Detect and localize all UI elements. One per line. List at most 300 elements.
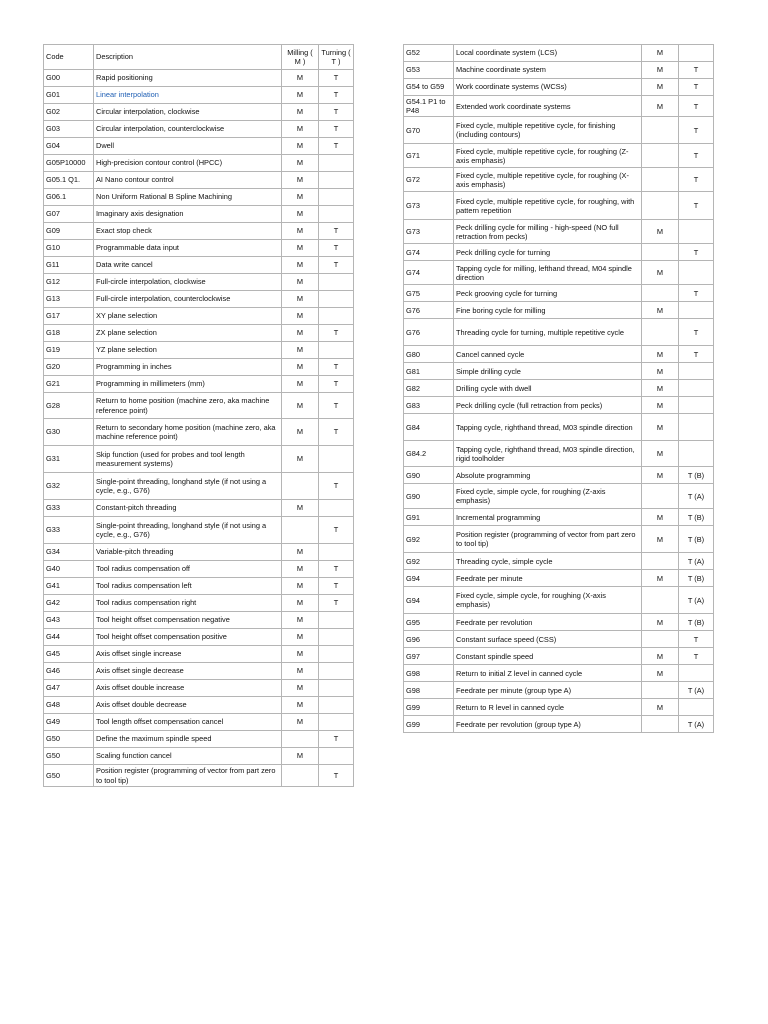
turning-cell: T bbox=[319, 561, 354, 578]
turning-cell: T bbox=[679, 144, 714, 168]
table-row bbox=[404, 631, 714, 648]
turning-cell: T (B) bbox=[679, 526, 714, 553]
table-row bbox=[404, 79, 714, 96]
gcode-cell: G76 bbox=[404, 302, 454, 319]
milling-cell bbox=[642, 144, 679, 168]
table-row bbox=[404, 648, 714, 665]
description-cell: Threading cycle for turning, multiple repetitive cycle bbox=[454, 319, 642, 346]
milling-cell: M bbox=[642, 397, 679, 414]
gcode-cell: G76 bbox=[404, 319, 454, 346]
description-cell: Fixed cycle, multiple repetitive cycle, for roughing (Z-axis emphasis) bbox=[454, 144, 642, 168]
description-cell: AI Nano contour control bbox=[94, 172, 282, 189]
description-cell: Incremental programming bbox=[454, 509, 642, 526]
milling-cell: M bbox=[282, 70, 319, 87]
turning-cell: T bbox=[319, 731, 354, 748]
turning-cell bbox=[319, 308, 354, 325]
milling-cell bbox=[642, 631, 679, 648]
milling-cell: M bbox=[282, 138, 319, 155]
turning-cell bbox=[319, 697, 354, 714]
gcode-cell: G43 bbox=[44, 612, 94, 629]
description-cell: High-precision contour control (HPCC) bbox=[94, 155, 282, 172]
milling-cell: M bbox=[282, 325, 319, 342]
description-cell: Tool radius compensation right bbox=[94, 595, 282, 612]
table-row bbox=[404, 665, 714, 682]
gcode-cell: G74 bbox=[404, 244, 454, 261]
description-cell: Axis offset single decrease bbox=[94, 663, 282, 680]
turning-cell: T bbox=[679, 168, 714, 192]
table-row bbox=[44, 87, 354, 104]
milling-cell: M bbox=[642, 441, 679, 467]
milling-cell: M bbox=[282, 87, 319, 104]
milling-cell: M bbox=[642, 526, 679, 553]
milling-cell: M bbox=[282, 121, 319, 138]
milling-cell: M bbox=[642, 363, 679, 380]
table-row bbox=[404, 570, 714, 587]
turning-cell bbox=[319, 714, 354, 731]
milling-cell: M bbox=[282, 500, 319, 517]
milling-cell bbox=[642, 117, 679, 144]
description-cell: YZ plane selection bbox=[94, 342, 282, 359]
table-row bbox=[404, 45, 714, 62]
table-row bbox=[44, 376, 354, 393]
turning-cell: T bbox=[319, 517, 354, 544]
table-row bbox=[404, 244, 714, 261]
turning-cell bbox=[319, 663, 354, 680]
table-row bbox=[44, 748, 354, 765]
table-row bbox=[44, 517, 354, 544]
description-cell: Peck drilling cycle for milling - high-speed (NO full retraction from pecks) bbox=[454, 220, 642, 244]
gcode-cell: G03 bbox=[44, 121, 94, 138]
description-cell: Tapping cycle, righthand thread, M03 spindle direction, rigid toolholder bbox=[454, 441, 642, 467]
milling-cell: M bbox=[642, 380, 679, 397]
gcode-cell: G49 bbox=[44, 714, 94, 731]
description-cell: ZX plane selection bbox=[94, 325, 282, 342]
turning-cell bbox=[679, 441, 714, 467]
gcode-cell: G48 bbox=[44, 697, 94, 714]
milling-cell: M bbox=[642, 220, 679, 244]
gcode-cell: G33 bbox=[44, 517, 94, 544]
description-cell: Return to home position (machine zero, aka machine reference point) bbox=[94, 393, 282, 419]
gcode-cell: G80 bbox=[404, 346, 454, 363]
milling-cell bbox=[642, 553, 679, 570]
description-cell: Simple drilling cycle bbox=[454, 363, 642, 380]
gcode-cell: G92 bbox=[404, 526, 454, 553]
gcode-cell: G17 bbox=[44, 308, 94, 325]
gcode-cell: G50 bbox=[44, 748, 94, 765]
description-cell: Data write cancel bbox=[94, 257, 282, 274]
gcode-cell: G70 bbox=[404, 117, 454, 144]
milling-cell: M bbox=[282, 612, 319, 629]
turning-cell: T bbox=[319, 376, 354, 393]
table-row bbox=[44, 189, 354, 206]
turning-cell bbox=[319, 172, 354, 189]
gcode-cell: G11 bbox=[44, 257, 94, 274]
gcode-cell: G30 bbox=[44, 419, 94, 446]
description-cell: Constant surface speed (CSS) bbox=[454, 631, 642, 648]
turning-cell: T (B) bbox=[679, 467, 714, 484]
header-code: Code bbox=[44, 45, 94, 70]
description-cell: Constant-pitch threading bbox=[94, 500, 282, 517]
description-cell: Position register (programming of vector from part zero to tool tip) bbox=[454, 526, 642, 553]
milling-cell: M bbox=[642, 62, 679, 79]
turning-cell: T bbox=[679, 117, 714, 144]
gcode-cell: G84 bbox=[404, 414, 454, 441]
gcode-cell: G91 bbox=[404, 509, 454, 526]
header-milling: Milling ( M ) bbox=[282, 45, 319, 70]
milling-cell: M bbox=[642, 648, 679, 665]
description-cell: Fixed cycle, simple cycle, for roughing (X-axis emphasis) bbox=[454, 587, 642, 614]
turning-cell bbox=[679, 397, 714, 414]
table-row bbox=[44, 393, 354, 419]
description-cell: Return to R level in canned cycle bbox=[454, 699, 642, 716]
description-cell: Feedrate per minute (group type A) bbox=[454, 682, 642, 699]
description-cell: Fixed cycle, multiple repetitive cycle, for roughing, with pattern repetition bbox=[454, 192, 642, 220]
turning-cell bbox=[319, 680, 354, 697]
description-cell: Position register (programming of vector from part zero to tool tip) bbox=[94, 765, 282, 787]
table-row bbox=[404, 467, 714, 484]
milling-cell bbox=[642, 587, 679, 614]
table-row bbox=[44, 595, 354, 612]
milling-cell: M bbox=[282, 680, 319, 697]
turning-cell bbox=[679, 220, 714, 244]
gcode-cell: G07 bbox=[44, 206, 94, 223]
turning-cell: T bbox=[319, 359, 354, 376]
milling-cell: M bbox=[642, 45, 679, 62]
gcode-cell: G99 bbox=[404, 699, 454, 716]
table-row bbox=[44, 544, 354, 561]
milling-cell: M bbox=[282, 419, 319, 446]
description-cell: Tool radius compensation left bbox=[94, 578, 282, 595]
description-cell: Cancel canned cycle bbox=[454, 346, 642, 363]
milling-cell: M bbox=[642, 302, 679, 319]
turning-cell: T bbox=[679, 79, 714, 96]
turning-cell: T bbox=[679, 192, 714, 220]
gcode-cell: G20 bbox=[44, 359, 94, 376]
turning-cell bbox=[319, 446, 354, 473]
milling-cell bbox=[642, 319, 679, 346]
milling-cell: M bbox=[282, 308, 319, 325]
description-cell: Return to secondary home position (machine zero, aka machine reference point) bbox=[94, 419, 282, 446]
milling-cell: M bbox=[282, 257, 319, 274]
gcode-cell: G73 bbox=[404, 192, 454, 220]
turning-cell: T bbox=[679, 631, 714, 648]
description-cell: Exact stop check bbox=[94, 223, 282, 240]
table-row bbox=[404, 380, 714, 397]
gcode-cell: G28 bbox=[44, 393, 94, 419]
turning-cell bbox=[679, 699, 714, 716]
gcode-cell: G45 bbox=[44, 646, 94, 663]
description-cell: Threading cycle, simple cycle bbox=[454, 553, 642, 570]
gcode-cell: G42 bbox=[44, 595, 94, 612]
turning-cell: T bbox=[679, 96, 714, 117]
description-cell: Return to initial Z level in canned cycle bbox=[454, 665, 642, 682]
gcode-cell: G10 bbox=[44, 240, 94, 257]
milling-cell: M bbox=[282, 714, 319, 731]
table-row bbox=[44, 731, 354, 748]
description-cell: XY plane selection bbox=[94, 308, 282, 325]
table-row bbox=[404, 526, 714, 553]
gcode-cell: G54 to G59 bbox=[404, 79, 454, 96]
turning-cell: T bbox=[679, 319, 714, 346]
description-cell: Programmable data input bbox=[94, 240, 282, 257]
table-row bbox=[44, 104, 354, 121]
table-row bbox=[44, 257, 354, 274]
table-row bbox=[404, 363, 714, 380]
description-cell: Single-point threading, longhand style (if not using a cycle, e.g., G76) bbox=[94, 517, 282, 544]
table-row bbox=[44, 697, 354, 714]
header-turning: Turning ( T ) bbox=[319, 45, 354, 70]
description-cell: Feedrate per minute bbox=[454, 570, 642, 587]
milling-cell: M bbox=[282, 359, 319, 376]
turning-cell bbox=[319, 189, 354, 206]
turning-cell: T bbox=[679, 244, 714, 261]
milling-cell: M bbox=[282, 206, 319, 223]
gcode-cell: G02 bbox=[44, 104, 94, 121]
turning-cell bbox=[679, 302, 714, 319]
table-row bbox=[404, 192, 714, 220]
milling-cell bbox=[642, 192, 679, 220]
table-row bbox=[44, 172, 354, 189]
table-row bbox=[404, 553, 714, 570]
gcode-cell: G99 bbox=[404, 716, 454, 733]
milling-cell: M bbox=[282, 274, 319, 291]
milling-cell: M bbox=[282, 595, 319, 612]
table-row bbox=[404, 285, 714, 302]
gcode-cell: G19 bbox=[44, 342, 94, 359]
table-row bbox=[44, 206, 354, 223]
description-cell: Non Uniform Rational B Spline Machining bbox=[94, 189, 282, 206]
gcode-cell: G97 bbox=[404, 648, 454, 665]
description-cell: Extended work coordinate systems bbox=[454, 96, 642, 117]
gcode-cell: G98 bbox=[404, 665, 454, 682]
turning-cell: T (A) bbox=[679, 716, 714, 733]
description-cell: Circular interpolation, counterclockwise bbox=[94, 121, 282, 138]
description-cell: Axis offset double decrease bbox=[94, 697, 282, 714]
table-row bbox=[44, 138, 354, 155]
turning-cell: T bbox=[319, 578, 354, 595]
turning-cell: T (A) bbox=[679, 682, 714, 699]
milling-cell: M bbox=[282, 291, 319, 308]
table-row bbox=[404, 319, 714, 346]
milling-cell: M bbox=[282, 393, 319, 419]
table-row bbox=[44, 680, 354, 697]
milling-cell: M bbox=[282, 240, 319, 257]
description-cell: Work coordinate systems (WCSs) bbox=[454, 79, 642, 96]
turning-cell bbox=[319, 342, 354, 359]
turning-cell: T bbox=[319, 419, 354, 446]
table-row bbox=[44, 121, 354, 138]
milling-cell bbox=[642, 168, 679, 192]
table-row bbox=[44, 240, 354, 257]
turning-cell bbox=[319, 206, 354, 223]
table-row bbox=[404, 441, 714, 467]
gcode-cell: G46 bbox=[44, 663, 94, 680]
turning-cell: T (B) bbox=[679, 614, 714, 631]
description-cell: Fixed cycle, multiple repetitive cycle, for roughing (X-axis emphasis) bbox=[454, 168, 642, 192]
table-row bbox=[404, 509, 714, 526]
milling-cell: M bbox=[642, 665, 679, 682]
milling-cell: M bbox=[282, 748, 319, 765]
gcode-cell: G72 bbox=[404, 168, 454, 192]
turning-cell: T bbox=[319, 257, 354, 274]
gcode-cell: G90 bbox=[404, 484, 454, 509]
turning-cell: T bbox=[319, 595, 354, 612]
gcode-table-left bbox=[43, 44, 354, 787]
description-cell: Tool height offset compensation positive bbox=[94, 629, 282, 646]
table-row bbox=[404, 117, 714, 144]
description-cell: Local coordinate system (LCS) bbox=[454, 45, 642, 62]
table-row bbox=[404, 716, 714, 733]
milling-cell: M bbox=[642, 509, 679, 526]
table-row bbox=[404, 614, 714, 631]
turning-cell bbox=[679, 45, 714, 62]
description-cell: Full-circle interpolation, clockwise bbox=[94, 274, 282, 291]
table-row bbox=[404, 168, 714, 192]
gcode-cell: G05P10000 bbox=[44, 155, 94, 172]
gcode-cell: G01 bbox=[44, 87, 94, 104]
description-cell: Fixed cycle, multiple repetitive cycle, for finishing (including contours) bbox=[454, 117, 642, 144]
description-cell: Define the maximum spindle speed bbox=[94, 731, 282, 748]
turning-cell bbox=[319, 629, 354, 646]
gcode-cell: G75 bbox=[404, 285, 454, 302]
gcode-cell: G94 bbox=[404, 587, 454, 614]
gcode-table-right-body bbox=[404, 45, 714, 733]
milling-cell: M bbox=[282, 155, 319, 172]
milling-cell: M bbox=[282, 189, 319, 206]
turning-cell bbox=[319, 291, 354, 308]
gcode-cell: G84.2 bbox=[404, 441, 454, 467]
turning-cell: T bbox=[319, 325, 354, 342]
gcode-cell: G09 bbox=[44, 223, 94, 240]
milling-cell: M bbox=[282, 544, 319, 561]
milling-cell bbox=[282, 473, 319, 500]
table-row bbox=[44, 419, 354, 446]
description-cell: Programming in millimeters (mm) bbox=[94, 376, 282, 393]
description-cell: Rapid positioning bbox=[94, 70, 282, 87]
milling-cell: M bbox=[642, 346, 679, 363]
description-cell: Imaginary axis designation bbox=[94, 206, 282, 223]
gcode-cell: G44 bbox=[44, 629, 94, 646]
table-row bbox=[404, 699, 714, 716]
turning-cell bbox=[679, 414, 714, 441]
table-row bbox=[404, 397, 714, 414]
milling-cell: M bbox=[282, 342, 319, 359]
table-row bbox=[44, 561, 354, 578]
table-header-row bbox=[44, 45, 354, 70]
gcode-cell: G94 bbox=[404, 570, 454, 587]
table-row bbox=[44, 291, 354, 308]
description-cell: Programming in inches bbox=[94, 359, 282, 376]
milling-cell: M bbox=[642, 570, 679, 587]
turning-cell: T bbox=[679, 285, 714, 302]
gcode-cell: G98 bbox=[404, 682, 454, 699]
gcode-cell: G05.1 Q1. bbox=[44, 172, 94, 189]
description-cell: Tool radius compensation off bbox=[94, 561, 282, 578]
turning-cell: T bbox=[319, 70, 354, 87]
turning-cell: T bbox=[319, 121, 354, 138]
milling-cell: M bbox=[282, 376, 319, 393]
gcode-cell: G06.1 bbox=[44, 189, 94, 206]
table-row bbox=[44, 714, 354, 731]
turning-cell bbox=[319, 500, 354, 517]
description-cell: Tapping cycle for milling, lefthand thread, M04 spindle direction bbox=[454, 261, 642, 285]
description-cell: Tool height offset compensation negative bbox=[94, 612, 282, 629]
turning-cell: T bbox=[319, 87, 354, 104]
turning-cell: T bbox=[319, 240, 354, 257]
turning-cell: T (B) bbox=[679, 509, 714, 526]
gcode-cell: G50 bbox=[44, 765, 94, 787]
turning-cell: T (B) bbox=[679, 570, 714, 587]
gcode-cell: G73 bbox=[404, 220, 454, 244]
header-description: Description bbox=[94, 45, 282, 70]
table-row bbox=[404, 220, 714, 244]
table-row bbox=[44, 342, 354, 359]
table-row bbox=[44, 765, 354, 787]
description-cell: Fixed cycle, simple cycle, for roughing (Z-axis emphasis) bbox=[454, 484, 642, 509]
description-cell: Single-point threading, longhand style (if not using a cycle, e.g., G76) bbox=[94, 473, 282, 500]
table-row bbox=[44, 500, 354, 517]
gcode-cell: G21 bbox=[44, 376, 94, 393]
table-row bbox=[44, 155, 354, 172]
turning-cell: T bbox=[679, 62, 714, 79]
description-cell: Fine boring cycle for milling bbox=[454, 302, 642, 319]
gcode-cell: G90 bbox=[404, 467, 454, 484]
gcode-cell: G82 bbox=[404, 380, 454, 397]
gcode-cell: G83 bbox=[404, 397, 454, 414]
gcode-cell: G53 bbox=[404, 62, 454, 79]
table-row bbox=[44, 308, 354, 325]
gcode-cell: G04 bbox=[44, 138, 94, 155]
description-cell: Skip function (used for probes and tool length measurement systems) bbox=[94, 446, 282, 473]
milling-cell: M bbox=[282, 663, 319, 680]
description-cell: Peck drilling cycle for turning bbox=[454, 244, 642, 261]
description-cell: Tapping cycle, righthand thread, M03 spindle direction bbox=[454, 414, 642, 441]
milling-cell: M bbox=[282, 561, 319, 578]
table-row bbox=[404, 414, 714, 441]
turning-cell bbox=[319, 612, 354, 629]
table-row bbox=[404, 587, 714, 614]
description-cell: Circular interpolation, clockwise bbox=[94, 104, 282, 121]
turning-cell: T (A) bbox=[679, 587, 714, 614]
turning-cell bbox=[679, 261, 714, 285]
table-row bbox=[404, 484, 714, 509]
milling-cell bbox=[642, 285, 679, 302]
description-cell: Peck grooving cycle for turning bbox=[454, 285, 642, 302]
gcode-cell: G52 bbox=[404, 45, 454, 62]
gcode-cell: G74 bbox=[404, 261, 454, 285]
gcode-cell: G12 bbox=[44, 274, 94, 291]
gcode-cell: G13 bbox=[44, 291, 94, 308]
turning-cell: T (A) bbox=[679, 553, 714, 570]
turning-cell bbox=[679, 380, 714, 397]
description-cell: Axis offset double increase bbox=[94, 680, 282, 697]
turning-cell bbox=[679, 363, 714, 380]
table-row bbox=[44, 646, 354, 663]
gcode-cell: G95 bbox=[404, 614, 454, 631]
gcode-cell: G92 bbox=[404, 553, 454, 570]
turning-cell: T bbox=[679, 648, 714, 665]
table-row bbox=[44, 70, 354, 87]
table-row bbox=[404, 346, 714, 363]
description-cell: Linear interpolation bbox=[94, 87, 282, 104]
gcode-table-right bbox=[403, 44, 714, 733]
table-row bbox=[404, 144, 714, 168]
description-cell: Full-circle interpolation, counterclockwise bbox=[94, 291, 282, 308]
milling-cell: M bbox=[282, 223, 319, 240]
description-cell: Variable-pitch threading bbox=[94, 544, 282, 561]
gcode-cell: G40 bbox=[44, 561, 94, 578]
milling-cell: M bbox=[282, 697, 319, 714]
